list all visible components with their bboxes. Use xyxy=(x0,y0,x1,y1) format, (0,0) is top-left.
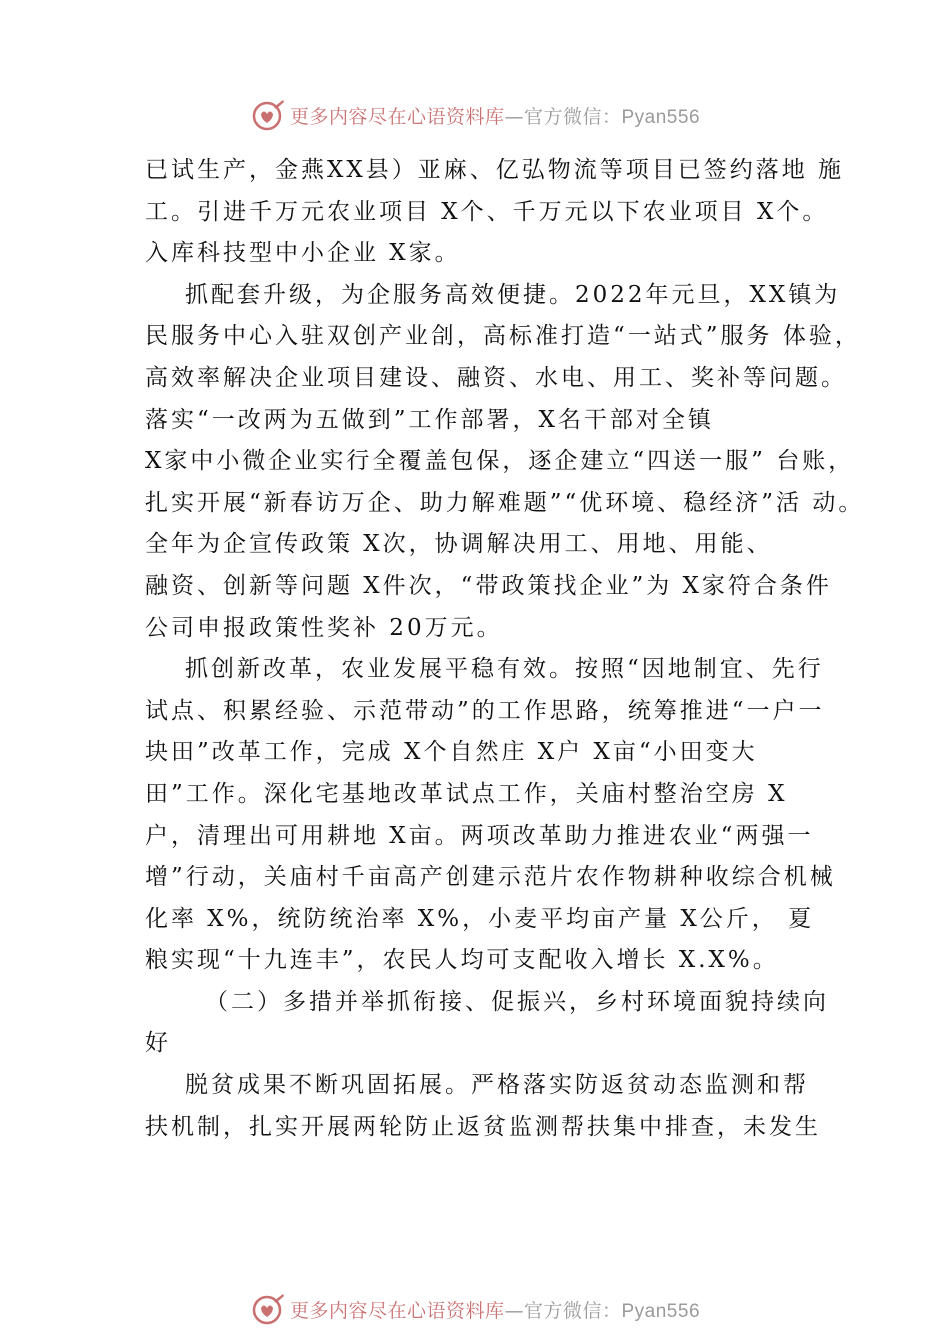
header-wechat-id: Pyan556 xyxy=(621,106,701,128)
paragraph-line: 全年为企宣传政策 X次，协调解决用工、用地、用能、 xyxy=(145,531,773,558)
header-watermark xyxy=(0,95,950,135)
footer-wechat-label: 官方微信： xyxy=(523,1299,622,1322)
paragraph-line: 粮实现“十九连丰”，农民人均可支配收入增长 X.X%。 xyxy=(145,947,779,974)
paragraph-line: 试点、积累经验、示范带动”的工作思路，统筹推进“一户一 xyxy=(145,697,825,724)
paragraph-line: 入库科技型中小企业 X家。 xyxy=(145,240,461,267)
footer-watermark xyxy=(0,1289,950,1329)
paragraph-line: 块田”改革工作，完成 X个自然庄 X户 X亩“小田变大 xyxy=(145,739,758,766)
paragraph-line: 抓创新改革，农业发展平稳有效。按照“因地制宜、先行 xyxy=(185,656,824,683)
section-heading-line: （二）多措并举抓衔接、促振兴，乡村环境面貌持续向 xyxy=(205,988,829,1015)
paragraph-line: 公司申报政策性奖补 20万元。 xyxy=(145,614,503,641)
paragraph-line: 民服务中心入驻双创产业㓣，高标准打造“一站式”服务 体验， xyxy=(145,323,861,350)
paragraph-line: 工。引进千万元农业项目 X个、千万元以下农业项目 X个。 xyxy=(145,198,829,225)
paragraph-line: X家中小微企业实行全覆盖包保，逐企建立“四送一服” 台账， xyxy=(145,448,855,475)
paragraph-line: 扎实开展“新春访万企、助力解难题”“优环境、稳经济”活 动。 xyxy=(145,489,865,516)
paragraph-line: 高效率解决企业项目建设、融资、水电、用工、奖补等问题。 xyxy=(145,364,847,391)
paragraph-line: 户，清理出可用耕地 X亩。两项改革助力推进农业“两强一 xyxy=(145,822,814,849)
header-separator: — xyxy=(504,105,524,128)
paragraph-line: 田”工作。深化宅基地改革试点工作，关庙村整治空房 X xyxy=(145,780,788,807)
paragraph-line: 好 xyxy=(145,1030,171,1057)
paragraph-line: 落实“一改两为五做到”工作部署，X名干部对全镇 xyxy=(145,406,714,433)
paragraph-line: 已试生产，金燕XX县）亚麻、亿弘物流等项目已签约落地 施 xyxy=(145,157,845,183)
paragraph-line: 增”行动，关庙村千亩高产创建示范片农作物耕种收综合机械 xyxy=(145,864,836,891)
paragraph-line: 化率 X%，统防统治率 X%，小麦平均亩产量 X公斤， 夏 xyxy=(145,905,815,932)
paragraph-line: 融资、创新等问题 X件次，“带政策找企业”为 X家符合条件 xyxy=(145,572,832,599)
footer-wechat-id: Pyan556 xyxy=(621,1300,701,1322)
paragraph-line: 扶机制，扎实开展两轮防止返贫监测帮扶集中排查，未发生 xyxy=(145,1113,821,1140)
paragraph-line: 抓配套升级，为企服务高效便捷。2022年元旦，XX镇为 xyxy=(185,281,841,308)
header-wechat-label: 官方微信： xyxy=(523,105,622,128)
paragraph-line: 脱贫成果不断巩固拓展。严格落实防返贫动态监测和帮 xyxy=(185,1072,809,1099)
footer-separator: — xyxy=(504,1299,524,1322)
footer-brand-text: 更多内容尽在心语资料库 xyxy=(289,1299,505,1322)
header-brand-text: 更多内容尽在心语资料库 xyxy=(289,105,505,128)
heart-pen-logo-icon xyxy=(250,1291,286,1327)
heart-pen-logo-icon xyxy=(250,97,286,133)
document-body xyxy=(145,150,865,1148)
